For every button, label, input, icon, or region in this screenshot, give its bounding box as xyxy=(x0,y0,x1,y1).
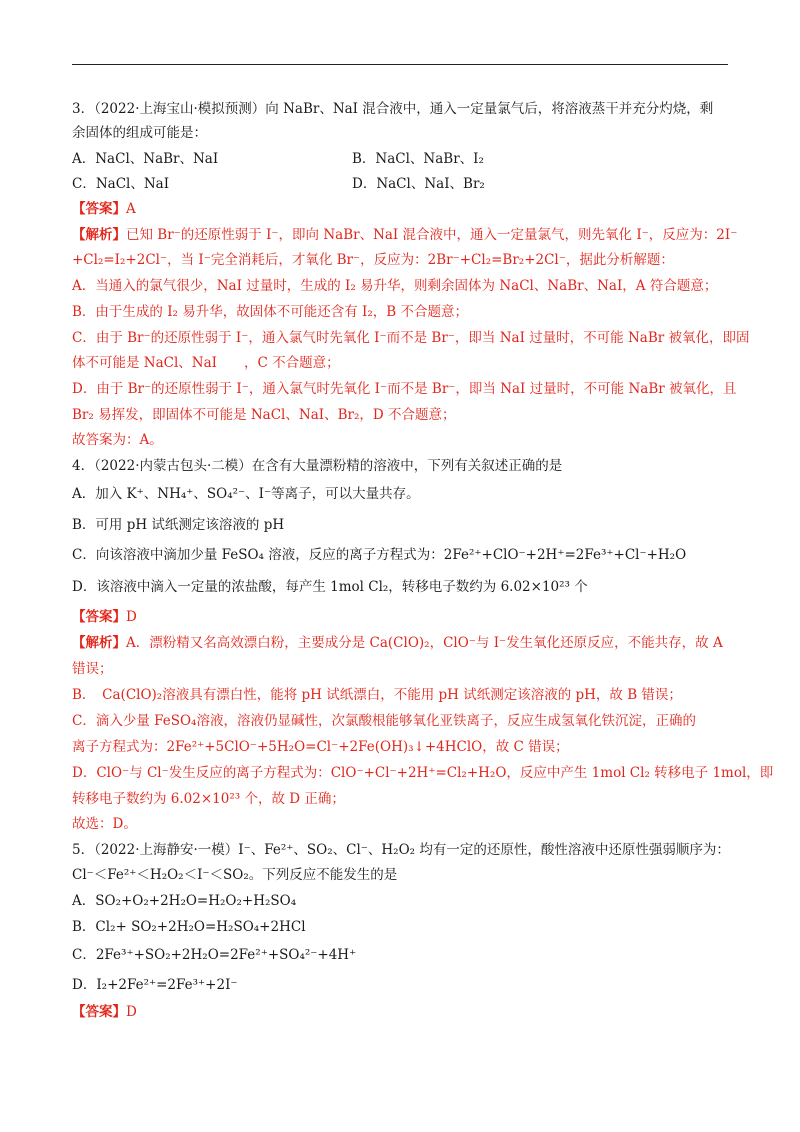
q3-answer-value: A xyxy=(126,201,136,217)
q4-analysis-line: C．滴入少量 FeSO₄溶液，溶液仍显碱性，次氯酸根能够氧化亚铁离子，反应生成氢氧化铁沉淀，正确的 xyxy=(72,713,696,729)
q5-option-c: C．2Fe³⁺+SO₂+2H₂O=2Fe²⁺+SO₄²⁻+4H⁺ xyxy=(72,947,357,963)
q4-option-d: D．该溶液中滴入一定量的浓盐酸，每产生 1mol Cl₂，转移电子数约为 6.02×10²³ 个 xyxy=(72,579,588,595)
q3-analysis-line: D．由于 Br⁻的还原性弱于 I⁻，通入氯气时先氧化 I⁻而不是 Br⁻，即当 NaI 过量时，不可能 NaBr 被氧化，且 xyxy=(72,381,737,397)
q4-stem-line xyxy=(72,457,562,475)
q4-option-b: B．可用 pH 试纸测定该溶液的 pH xyxy=(72,517,285,533)
q3-option-c: C．NaCl、NaI xyxy=(72,176,170,192)
q4-answer-value: D xyxy=(126,609,137,625)
q4-answer-tag: 【答案】 xyxy=(72,609,126,625)
q3-analysis-tag: 【解析】 xyxy=(72,227,126,243)
q4-analysis-line: 转移电子数约为 6.02×10²³ 个，故 D 正确； xyxy=(72,791,345,807)
q3-analysis-line: C．由于 Br⁻的还原性弱于 I⁻，通入氯气时先氧化 I⁻而不是 Br⁻，即当 NaI 过量时，不可能 NaBr 被氧化，即固 xyxy=(72,330,750,346)
q4-analysis-line xyxy=(72,634,723,652)
q5-answer-value: D xyxy=(126,1004,137,1020)
q4-analysis-line: 离子方程式为：2Fe²⁺+5ClO⁻+5H₂O=Cl⁻+2Fe(OH)₃↓+4HClO，故 C 错误； xyxy=(72,739,569,755)
q4-option-c: C．向该溶液中滴加少量 FeSO₄ 溶液，反应的离子方程式为：2Fe²⁺+ClO⁻+2H⁺=2Fe³⁺+Cl⁻+H₂O xyxy=(72,547,687,563)
q3-analysis-line: B．由于生成的 I₂ 易升华，故固体不可能还含有 I₂，B 不合题意； xyxy=(72,304,468,320)
q3-analysis-line: Br₂ 易挥发，即固体不可能是 NaCl、NaI、Br₂，D 不合题意； xyxy=(72,407,456,423)
q5-option-a: A．SO₂+O₂+2H₂O=H₂O₂+H₂SO₄ xyxy=(72,893,297,909)
q4-stem: 在含有大量漂粉精的溶液中，下列有关叙述正确的是 xyxy=(251,458,563,474)
q5-stem-line1 xyxy=(72,841,730,859)
q4-number: 4． xyxy=(72,458,95,474)
q3-analysis-line: 体不可能是 NaCl、NaI ，C 不合题意； xyxy=(72,355,340,371)
q4-analysis-tag: 【解析】 xyxy=(72,635,126,651)
q3-stem-line1 xyxy=(72,100,713,118)
q3-source: （2022·上海宝山·模拟预测） xyxy=(94,101,266,117)
q3-stem: 向 NaBr、NaI 混合液中，通入一定量氯气后，将溶液蒸干并充分灼烧，剩 xyxy=(265,101,714,117)
q3-analysis-line: +Cl₂=I₂+2Cl⁻，当 I⁻完全消耗后，才氧化 Br⁻，反应为：2Br⁻+Cl₂=Br₂+2Cl⁻，据此分析解题： xyxy=(72,252,674,268)
q3-analysis-line: 故答案为：A。 xyxy=(72,432,163,448)
q3-analysis-text: 已知 Br⁻的还原性弱于 I⁻，即向 NaBr、NaI 混合液中，通入一定量氯气，则先氧化 I⁻，反应为：2I⁻ xyxy=(126,227,738,243)
q4-analysis-line: D．ClO⁻与 Cl⁻发生反应的离子方程式为：ClO⁻+Cl⁻+2H⁺=Cl₂+H₂O，反应中产生 1mol Cl₂ 转移电子 1mol，即 xyxy=(72,765,774,781)
q4-answer xyxy=(72,608,137,626)
q5-stem-line2: Cl⁻＜Fe²⁺＜H₂O₂＜I⁻＜SO₂。下列反应不能发生的是 xyxy=(72,867,398,883)
q4-analysis-line: B． Ca(ClO)₂溶液具有漂白性，能将 pH 试纸漂白，不能用 pH 试纸测定该溶液的 pH，故 B 错误； xyxy=(72,687,682,703)
q3-answer xyxy=(72,200,136,218)
q3-analysis-line xyxy=(72,226,737,244)
q5-stem: I⁻、Fe²⁺、SO₂、Cl⁻、H₂O₂ 均有一定的还原性，酸性溶液中还原性强弱顺序为： xyxy=(238,842,730,858)
q5-answer xyxy=(72,1003,137,1021)
q4-option-a: A．加入 K⁺、NH₄⁺、SO₄²⁻、I⁻等离子，可以大量共存。 xyxy=(72,486,420,502)
q5-source: （2022·上海静安·一模） xyxy=(94,842,239,858)
q4-source: （2022·内蒙古包头·二模） xyxy=(94,458,252,474)
q3-option-d: D．NaCl、NaI、Br₂ xyxy=(352,176,485,192)
q3-option-a: A．NaCl、NaBr、NaI xyxy=(72,151,219,167)
q4-analysis-line: 故选：D。 xyxy=(72,816,137,832)
q4-analysis-text: A．漂粉精又名高效漂白粉，主要成分是 Ca(ClO)₂，ClO⁻与 I⁻发生氧化还原反应，不能共存，故 A xyxy=(126,635,723,651)
q3-stem-line2: 余固体的组成可能是： xyxy=(72,125,207,141)
q5-option-d: D．I₂+2Fe²⁺=2Fe³⁺+2I⁻ xyxy=(72,977,238,993)
q5-option-b: B．Cl₂+ SO₂+2H₂O=H₂SO₄+2HCl xyxy=(72,919,306,935)
q5-number: 5． xyxy=(72,842,95,858)
q3-analysis-line: A．当通入的氯气很少，NaI 过量时，生成的 I₂ 易升华，则剩余固体为 NaCl、NaBr、NaI，A 符合题意； xyxy=(72,278,718,294)
q3-option-b: B．NaCl、NaBr、I₂ xyxy=(352,151,484,167)
q5-answer-tag: 【答案】 xyxy=(72,1004,126,1020)
q4-analysis-line: 错误； xyxy=(72,661,113,677)
header-rule xyxy=(72,64,728,65)
q3-number: 3． xyxy=(72,101,95,117)
q3-answer-tag: 【答案】 xyxy=(72,201,126,217)
